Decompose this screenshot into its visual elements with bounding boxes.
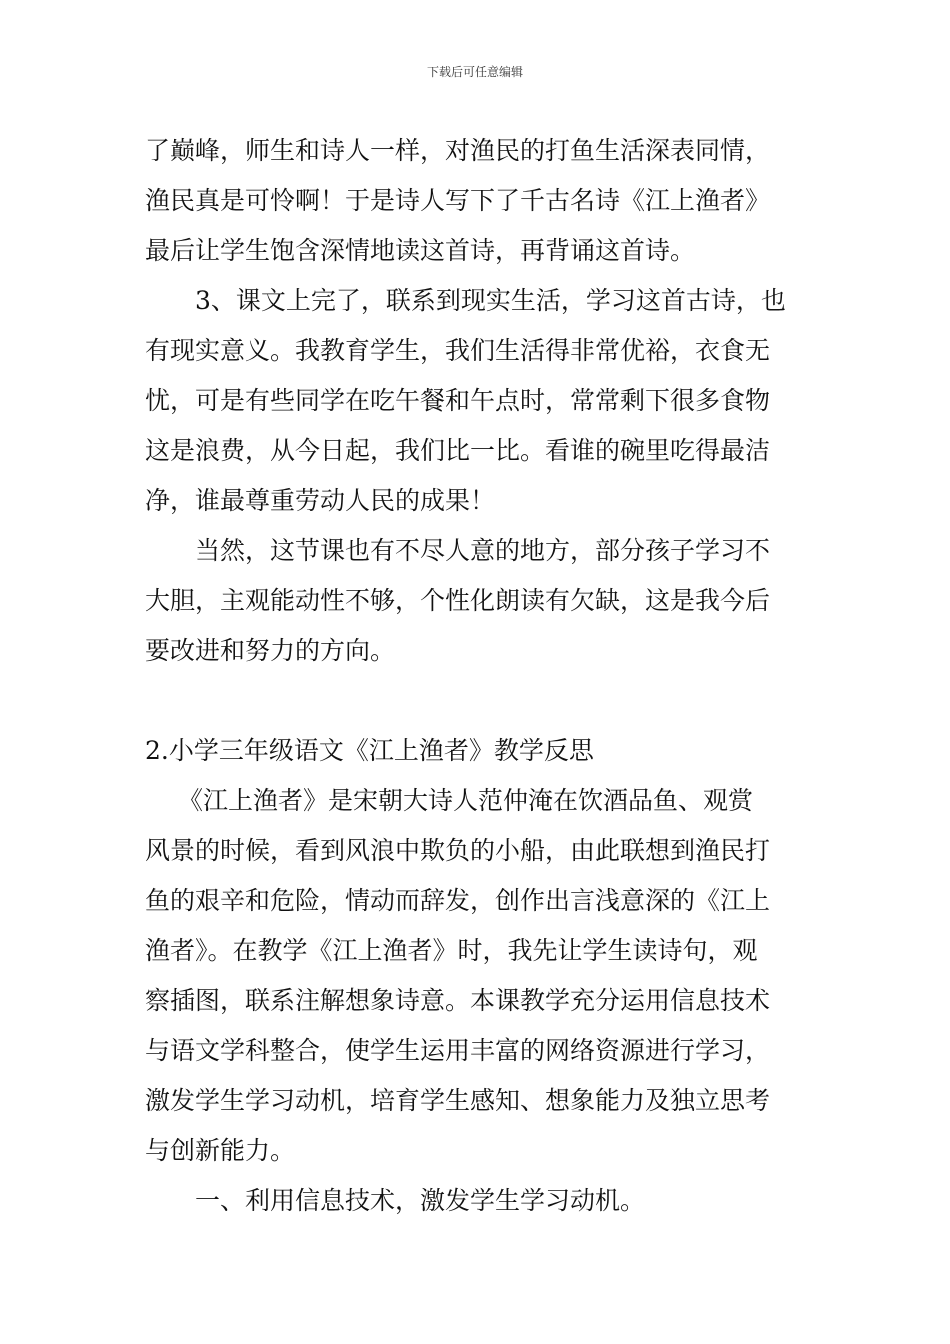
text-line: 要改进和努力的方向。 [145,636,396,665]
text-line: 这是浪费，从今日起，我们比一比。看谁的碗里吃得最洁 [145,436,771,465]
text-line: 与创新能力。 [145,1136,296,1165]
text-line: 3、课文上完了，联系到现实生活，学习这首古诗，也 [195,286,786,315]
text-line: 一、利用信息技术，激发学生学习动机。 [195,1186,646,1215]
text-line: 察插图，联系注解想象诗意。本课教学充分运用信息技术 [145,986,771,1015]
text-line: 大胆，主观能动性不够，个性化朗读有欠缺，这是我今后 [145,586,771,615]
text-line: 与语文学科整合，使学生运用丰富的网络资源进行学习， [145,1036,771,1065]
paragraph-gap [145,676,807,726]
text-line: 最后让学生饱含深情地读这首诗，再背诵这首诗。 [145,236,696,265]
document-body [145,126,807,1226]
text-line: 激发学生学习动机，培育学生感知、想象能力及独立思考 [145,1086,771,1115]
text-line: 当然，这节课也有不尽人意的地方，部分孩子学习不 [195,536,771,565]
text-line: 《江上渔者》是宋朝大诗人范仲淹在饮酒品鱼、观赏 [178,786,754,815]
text-line: 有现实意义。我教育学生，我们生活得非常优裕，衣食无 [145,336,771,365]
text-line: 鱼的艰辛和危险，情动而辞发，创作出言浅意深的《江上 [145,886,771,915]
text-line: 渔者》。在教学《江上渔者》时，我先让学生读诗句，观 [145,936,758,965]
text-line: 了巅峰，师生和诗人一样，对渔民的打鱼生活深表同情， [145,136,771,165]
text-line: 忧，可是有些同学在吃午餐和午点时，常常剩下很多食物 [145,386,771,415]
text-line: 渔民真是可怜啊！于是诗人写下了千古名诗《江上渔者》 [145,186,771,215]
text-line: 净，谁最尊重劳动人民的成果！ [145,486,496,515]
page-header: 下载后可任意编辑 [426,65,523,79]
text-line: 风景的时候，看到风浪中欺负的小船，由此联想到渔民打 [145,836,771,865]
section-heading: 2.小学三年级语文《江上渔者》教学反思 [145,736,594,765]
